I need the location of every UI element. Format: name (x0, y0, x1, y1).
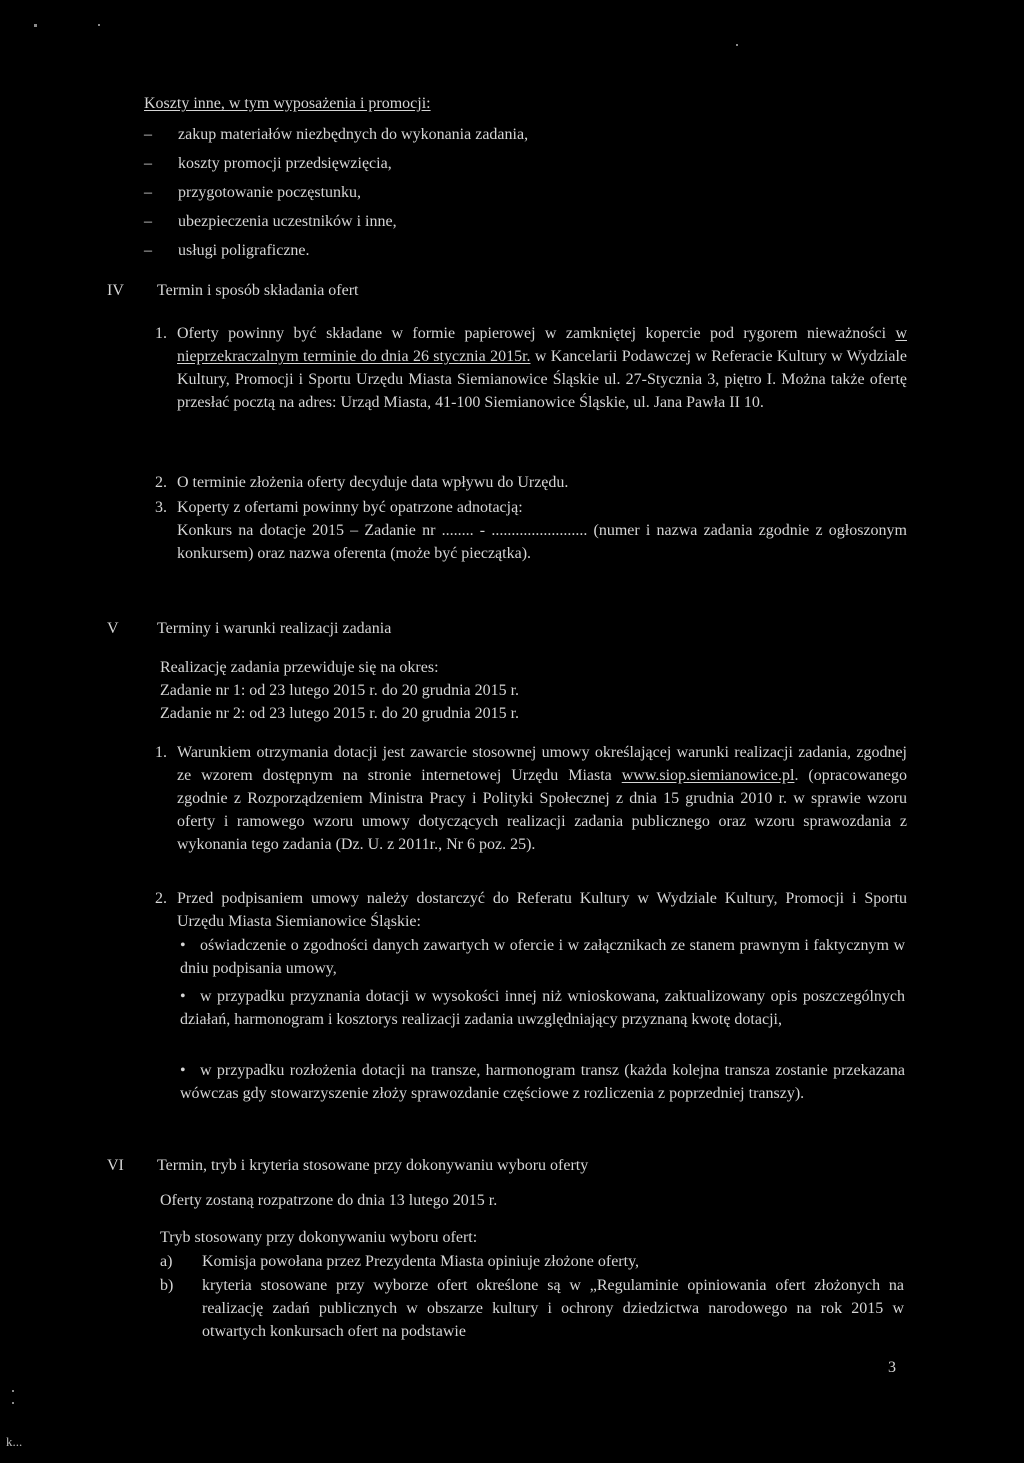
list-item-text: usługi poligraficzne. (178, 242, 310, 259)
bullet-icon: • (180, 988, 186, 1005)
bullet-item (180, 1059, 905, 1105)
list-item (144, 120, 528, 149)
scan-speck (34, 24, 37, 27)
list-item-text: ubezpieczenia uczestników i inne, (178, 213, 397, 230)
item-text: kryteria stosowane przy wyborze ofert określone są w „Regulaminie opiniowania ofert złożonych na realizację zadań publicznych w obszarze kultury i ochrony dziedzictwa narodowego na rok 2015 w otwartych konkursach ofert na podstawie (202, 1277, 904, 1340)
intro-title: Koszty inne, w tym wyposażenia i promocji: (144, 95, 431, 112)
dash-marker: – (144, 242, 152, 259)
dash-marker: – (144, 184, 152, 201)
envelope-annotation: Konkurs na dotacje 2015 – Zadanie nr ........ - ........................ (numer i nazwa zadania zgodnie z ogłoszonym konkursem) oraz nazwa oferenta (może być pieczątka). (177, 522, 907, 562)
selection-mode-intro: Tryb stosowany przy dokonywaniu wyboru ofert: (160, 1229, 478, 1246)
bullet-item (180, 934, 905, 980)
bullet-text: oświadczenie o zgodności danych zawartych w ofercie i w załącznikach ze stanem prawnym i faktycznym w dniu podpisania umowy, (180, 937, 905, 977)
item-text-continued: w Kancelarii Podawczej w Referacie Kultury w Wydziale Kultury, Promocji i Sportu Urzędu Miasta Siemianowice Śląskie ul. 27-Stycznia 3, piętro I. Można także ofertę przesłać pocztą na adres: Urząd Miasta, 41-100 Siemianowice Śląskie, ul. Jana Pawła II 10. (177, 348, 907, 411)
item-label: a) (160, 1253, 173, 1270)
selection-item-b (160, 1274, 904, 1343)
section-iv-item-1 (155, 322, 907, 414)
list-item-text: zakup materiałów niezbędnych do wykonania zadania, (178, 126, 529, 143)
section-iv-item-2 (155, 471, 907, 494)
item-label: b) (160, 1277, 174, 1294)
section-title: Termin, tryb i kryteria stosowane przy dokonywaniu wyboru oferty (157, 1157, 589, 1174)
item-text: O terminie złożenia oferty decyduje data wpływu do Urzędu. (177, 474, 569, 491)
cost-list (144, 120, 528, 265)
dash-marker: – (144, 126, 152, 143)
list-item (144, 178, 528, 207)
list-item (144, 149, 528, 178)
item-text-continued: . (opracowanego zgodnie z Rozporządzeniem Ministra Pracy i Polityki Społecznej z dnia 15 grudnia 2010 r. w sprawie wzoru oferty i ramowego wzoru umowy dotyczących realizacji zadania publicznego oraz wzoru sprawozdania z wykonania tego zadania (Dz. U. z 2011r., Nr 6 poz. 25). (177, 767, 907, 853)
bullet-text: w przypadku rozłożenia dotacji na transze, harmonogram transz (każda kolejna transza zostanie przekazana wówczas gdy stowarzyszenie złoży sprawozdanie częściowe z rozliczenia z poprzedniej transzy). (180, 1062, 905, 1102)
realization-intro: Realizację zadania przewiduje się na okres: (160, 659, 439, 676)
item-number: 3. (155, 499, 167, 516)
scan-speck (98, 24, 100, 26)
section-v-heading (107, 617, 391, 640)
section-iv-heading (107, 279, 359, 302)
dash-marker: – (144, 213, 152, 230)
item-text: Przed podpisaniem umowy należy dostarczyć do Referatu Kultury w Wydziale Kultury, Promocji i Sportu Urzędu Miasta Siemianowice Śląskie: (177, 890, 907, 930)
list-item-text: przygotowanie poczęstunku, (178, 184, 362, 201)
section-number: IV (107, 282, 124, 299)
section-v-item-2 (155, 887, 907, 933)
item-number: 2. (155, 890, 167, 907)
section-number: VI (107, 1157, 124, 1174)
item-number: 1. (155, 325, 167, 342)
section-title: Terminy i warunki realizacji zadania (157, 620, 392, 637)
bullet-item (180, 985, 905, 1031)
list-item (144, 236, 528, 265)
item-text: Komisja powołana przez Prezydenta Miasta opiniuje złożone oferty, (202, 1253, 640, 1270)
scan-speck (12, 1402, 14, 1404)
task-2-period: Zadanie nr 2: od 23 lutego 2015 r. do 20 grudnia 2015 r. (160, 705, 520, 722)
item-text: Koperty z ofertami powinny być opatrzone adnotacją: (177, 499, 523, 516)
item-text: Oferty powinny być składane w formie papierowej w zamkniętej kopercie pod rygorem nieważności (177, 325, 896, 342)
realization-period (160, 656, 900, 725)
list-item-text: koszty promocji przedsięwzięcia, (178, 155, 392, 172)
bullet-icon: • (180, 1062, 186, 1079)
corner-scan-mark: k... (6, 1434, 23, 1449)
website-link[interactable]: www.siop.siemianowice.pl (621, 767, 795, 784)
item-number: 1. (155, 744, 167, 761)
list-item (144, 207, 528, 236)
bullet-text: w przypadku przyznania dotacji w wysokości innej niż wnioskowana, zaktualizowany opis poszczególnych działań, harmonogram i kosztorys realizacji zadania uwzględniający przyznaną kwotę dotacji, (180, 988, 905, 1028)
dash-marker: – (144, 155, 152, 172)
offers-review-date: Oferty zostaną rozpatrzone do dnia 13 lutego 2015 r. (160, 1192, 498, 1209)
item-text: Warunkiem otrzymania dotacji jest zawarcie stosownej umowy określającej warunki realizacji zadania, zgodnej ze wzorem dostępnym na stronie internetowej Urzędu Miasta (177, 744, 907, 784)
selection-item-a (160, 1250, 904, 1273)
section-title: Termin i sposób składania ofert (157, 282, 359, 299)
section-v-item-1 (155, 741, 907, 856)
scan-speck (736, 44, 738, 46)
item-number: 2. (155, 474, 167, 491)
section-iv-item-3 (155, 496, 907, 565)
page-number: 3 (888, 1359, 896, 1376)
task-1-period: Zadanie nr 1: od 23 lutego 2015 r. do 20 grudnia 2015 r. (160, 682, 520, 699)
section-vi-heading (107, 1154, 588, 1177)
section-number: V (107, 620, 119, 637)
bullet-icon: • (180, 937, 186, 954)
deadline-underlined: w nieprzekraczalnym terminie do dnia 26 stycznia 2015r. (177, 325, 907, 365)
scan-speck (12, 1390, 14, 1392)
